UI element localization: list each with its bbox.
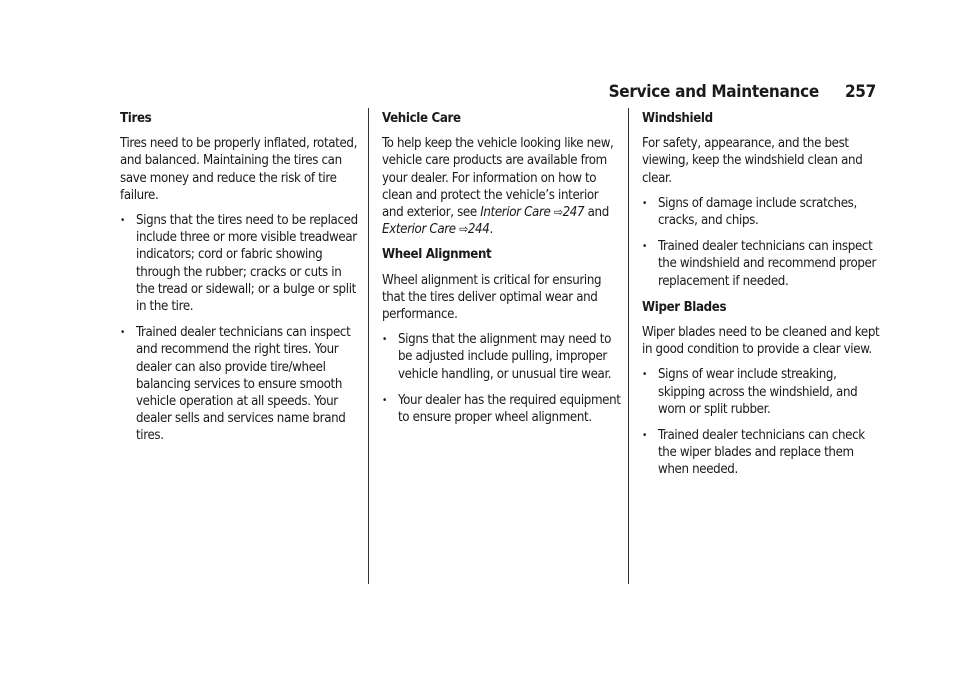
column-divider: [628, 108, 629, 584]
windshield-paragraph: For safety, appearance, and the best viewing, keep the windshield clean and clear.: [642, 136, 863, 186]
list-item: [120, 324, 360, 444]
column-vehicle-care: [382, 110, 622, 435]
bullet-icon: •: [642, 197, 647, 209]
vehicle-care-text: To help keep the vehicle looking like new, vehicle care products are available from your dealer. For information on how to clean and protect the vehicle’s interior and exterior, see: [382, 136, 614, 221]
list-item: [642, 366, 882, 418]
bullet-icon: •: [642, 241, 647, 253]
wiper-blades-bullet-list: [642, 366, 882, 478]
list-item: [120, 212, 360, 315]
vehicle-care-heading: Vehicle Care: [382, 111, 461, 126]
tires-bullet-list: [120, 212, 360, 445]
bullet-icon: •: [382, 394, 387, 406]
tires-paragraph: Tires need to be properly inflated, rotated, and balanced. Maintaining the tires can save money and reduce the risk of tire failure.: [120, 136, 358, 203]
wheel-alignment-bullet-list: [382, 331, 622, 426]
paragraph-end-text: .: [489, 222, 493, 238]
exterior-care-link[interactable]: [382, 222, 489, 237]
list-item: [382, 331, 622, 383]
wheel-alignment-paragraph: Wheel alignment is critical for ensuring that the tires deliver optimal wear and performance.: [382, 272, 602, 323]
wiper-blades-paragraph: Wiper blades need to be cleaned and kept in good condition to provide a clear view.: [642, 325, 880, 358]
list-item-text: Trained dealer technicians can inspect and recommend the right tires. Your dealer can also provide tire/wheel balancing services to ensure smooth vehicle operation at all speeds. Your dealer sells and services name brand tires.: [136, 325, 351, 444]
list-item: [642, 195, 882, 229]
page-header: [609, 82, 876, 102]
list-item: [642, 427, 882, 479]
bullet-icon: •: [382, 334, 387, 346]
column-divider: [368, 108, 369, 584]
exterior-care-link-title: Exterior Care: [382, 222, 456, 238]
bullet-icon: •: [642, 369, 647, 381]
list-item-text: Signs that the tires need to be replaced include three or more visible treadwear indicators; cord or fabric showing through the rubber; cracks or cuts in the tread or sidewall; or a bulge or split in the tire.: [136, 213, 358, 315]
list-item: [382, 392, 622, 426]
wiper-blades-heading: Wiper Blades: [642, 299, 727, 315]
list-item: [642, 238, 882, 290]
column-tires: [120, 110, 360, 454]
bullet-icon: •: [642, 430, 647, 442]
interior-care-link-title: Interior Care: [480, 205, 551, 221]
page-number: 257: [844, 82, 876, 102]
list-item-text: Trained dealer technicians can check the wiper blades and replace them when needed.: [658, 428, 865, 478]
bullet-icon: •: [120, 215, 125, 227]
section-title: Service and Maintenance: [608, 82, 819, 102]
xref-arrow-icon: ⇨: [553, 205, 563, 220]
list-item-text: Signs that the alignment may need to be adjusted include pulling, improper vehicle handling, or unusual tire wear.: [398, 332, 612, 382]
vehicle-care-paragraph: [382, 135, 622, 238]
and-text: and: [587, 205, 609, 221]
list-item-text: Signs of wear include streaking, skipping across the windshield, and worn or split rubber.: [658, 367, 858, 417]
windshield-heading: Windshield: [642, 111, 713, 126]
windshield-bullet-list: [642, 195, 882, 290]
list-item-text: Trained dealer technicians can inspect the windshield and recommend proper replacement if needed.: [658, 239, 877, 289]
bullet-icon: •: [120, 327, 125, 339]
column-windshield: [642, 110, 882, 488]
interior-care-page: 247: [562, 205, 585, 221]
xref-arrow-icon: ⇨: [459, 222, 468, 237]
tires-heading: Tires: [120, 111, 152, 126]
exterior-care-page: 244: [467, 222, 490, 238]
interior-care-link[interactable]: [480, 205, 584, 220]
list-item-text: Signs of damage include scratches, cracks, and chips.: [658, 195, 857, 229]
list-item-text: Your dealer has the required equipment to ensure proper wheel alignment.: [398, 392, 621, 426]
wheel-alignment-heading: Wheel Alignment: [382, 247, 492, 263]
